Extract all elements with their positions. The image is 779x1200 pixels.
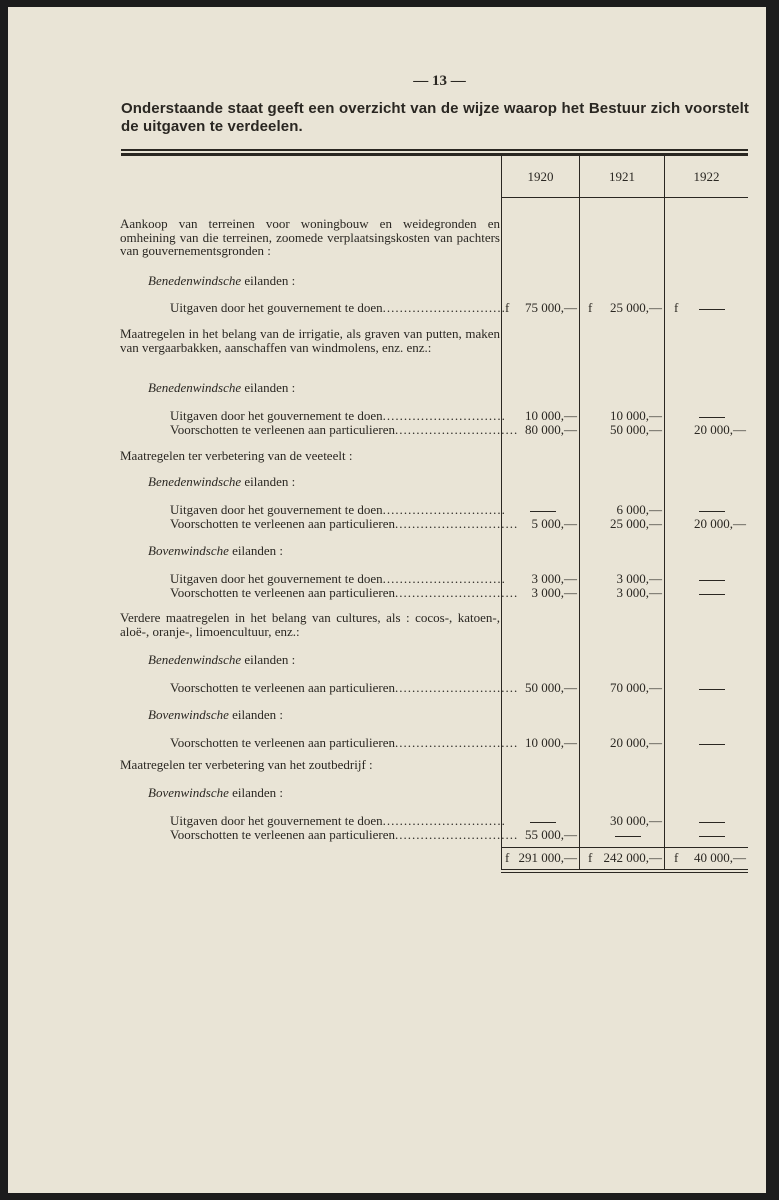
value-1920: 55 000,—: [525, 827, 577, 842]
table-row: [170, 735, 519, 750]
region-label: [148, 273, 295, 289]
dash-mark: [699, 689, 725, 690]
empty-cell-dash: [678, 736, 746, 749]
region-suffix: eilanden :: [244, 380, 296, 395]
value-1922: 20 000,—: [694, 516, 746, 531]
table-top-rule: [121, 149, 748, 151]
region-label: [148, 652, 295, 668]
intro-paragraph: Onderstaande staat geeft een overzicht van de wijze waarop het Bestuur zich voorstelt de uitgaven te verdeelen.: [121, 100, 749, 135]
region-suffix: eilanden :: [232, 707, 284, 722]
value-1920: 3 000,—: [531, 585, 577, 600]
empty-cell-dash: [678, 828, 746, 841]
section-heading: Maatregelen ter verbetering van het zoutbedrijf :: [120, 757, 373, 772]
row-label: Voorschotten te verleenen aan particulieren: [170, 827, 395, 842]
currency-symbol: f: [674, 850, 679, 865]
section-heading: Maatregelen ter verbetering van de veeteelt :: [120, 448, 353, 463]
value-1921: 25 000,—: [610, 516, 662, 531]
region-suffix: eilanden :: [232, 785, 284, 800]
row-label: Voorschotten te verleenen aan particulieren: [170, 735, 395, 750]
totals-bottom-rule: [501, 869, 748, 870]
row-label: Uitgaven door het gouvernement te doen: [170, 502, 383, 517]
dash-mark: [530, 822, 556, 823]
leader-dots: .............................: [395, 516, 519, 531]
leader-dots: .............................: [395, 422, 519, 437]
dash-mark: [699, 417, 725, 418]
leader-dots: .............................: [382, 571, 506, 586]
row-label: Uitgaven door het gouvernement te doen: [170, 571, 383, 586]
year-header-1921: 1921: [609, 169, 635, 184]
totals-top-rule: [501, 847, 748, 848]
leader-dots: .............................: [382, 502, 506, 517]
header-bottom-rule: [501, 197, 748, 198]
region-suffix: eilanden :: [244, 273, 296, 288]
region-name: Benedenwindsche: [148, 380, 242, 395]
row-label: Uitgaven door het gouvernement te doen: [170, 813, 383, 828]
dash-mark: [615, 836, 641, 837]
region-name: Bovenwindsche: [148, 707, 229, 722]
leader-dots: .............................: [395, 827, 519, 842]
total-1922: 40 000,—: [694, 850, 746, 865]
year-header-1920: 1920: [527, 169, 554, 184]
region-suffix: eilanden :: [232, 543, 284, 558]
section-heading: Verdere maatregelen in het belang van cultures, als : cocos-, katoen-, aloë-, oranje-, limoencultuur, enz.:: [120, 610, 500, 639]
currency-symbol: f: [505, 850, 510, 865]
value-1921: 50 000,—: [610, 422, 662, 437]
value-1921: 10 000,—: [610, 408, 662, 423]
table-row: [170, 502, 506, 517]
value-1920: 3 000,—: [531, 571, 577, 586]
row-label: Voorschotten te verleenen aan particulieren: [170, 516, 395, 531]
currency-symbol: f: [505, 300, 510, 315]
leader-dots: .............................: [395, 735, 519, 750]
section-heading: Aankoop van terreinen voor woningbouw en weidegronden en omheining van die terreinen, zoomede verplaatsingskosten van pachters van gouvernementsgronden :: [120, 216, 500, 258]
table-row: [170, 408, 506, 423]
row-label: Voorschotten te verleenen aan particulieren: [170, 680, 395, 695]
dash-mark: [530, 511, 556, 512]
table-row: [170, 680, 519, 695]
row-label: Voorschotten te verleenen aan particulieren: [170, 585, 395, 600]
column-divider: [579, 156, 580, 870]
leader-dots: .............................: [382, 408, 506, 423]
value-1920: 5 000,—: [531, 516, 577, 531]
empty-cell-dash: [678, 503, 746, 516]
section-heading: Maatregelen in het belang van de irrigatie, als graven van putten, maken van vergaarbakken, aanschaffen van windmolens, enz. enz.:: [120, 326, 500, 355]
dash-mark: [699, 309, 725, 310]
empty-cell-dash: [678, 681, 746, 694]
empty-cell-dash: [508, 814, 577, 827]
dash-mark: [699, 580, 725, 581]
table-row: [170, 422, 519, 437]
empty-cell-dash: [678, 814, 746, 827]
region-label: [148, 474, 295, 490]
region-suffix: eilanden :: [244, 474, 296, 489]
region-name: Benedenwindsche: [148, 273, 242, 288]
currency-symbol: f: [674, 300, 679, 315]
row-label: Uitgaven door het gouvernement te doen: [170, 408, 383, 423]
empty-cell-dash: [678, 409, 746, 422]
region-name: Bovenwindsche: [148, 543, 229, 558]
empty-cell-dash: [678, 301, 746, 314]
year-header-1922: 1922: [693, 169, 720, 184]
table-row: [170, 516, 519, 531]
row-label: Voorschotten te verleenen aan particulieren: [170, 422, 395, 437]
total-1921: 242 000,—: [603, 850, 662, 865]
value-1921: 6 000,—: [616, 502, 662, 517]
table-row: [170, 300, 506, 315]
empty-cell-dash: [508, 503, 577, 516]
dash-mark: [699, 511, 725, 512]
currency-symbol: f: [588, 300, 593, 315]
value-1920: 10 000,—: [525, 408, 577, 423]
empty-cell-dash: [678, 572, 746, 585]
region-label: [148, 785, 283, 801]
region-name: Bovenwindsche: [148, 785, 229, 800]
totals-bottom-rule-double: [501, 872, 748, 873]
dash-mark: [699, 836, 725, 837]
total-1920: 291 000,—: [518, 850, 577, 865]
value-1920: 50 000,—: [525, 680, 577, 695]
currency-symbol: f: [588, 850, 593, 865]
dash-mark: [699, 822, 725, 823]
region-name: Benedenwindsche: [148, 652, 242, 667]
value-1921: 20 000,—: [610, 735, 662, 750]
dash-mark: [699, 744, 725, 745]
value-1920: 10 000,—: [525, 735, 577, 750]
row-label: Uitgaven door het gouvernement te doen: [170, 300, 383, 315]
value-1921: 30 000,—: [610, 813, 662, 828]
value-1920: 75 000,—: [525, 300, 577, 315]
value-1922: 20 000,—: [694, 422, 746, 437]
leader-dots: .............................: [382, 300, 506, 315]
value-1921: 3 000,—: [616, 571, 662, 586]
leader-dots: .............................: [395, 680, 519, 695]
table-row: [170, 585, 519, 600]
leader-dots: .............................: [395, 585, 519, 600]
value-1921: 25 000,—: [610, 300, 662, 315]
page-number: — 13 —: [413, 73, 466, 89]
region-name: Benedenwindsche: [148, 474, 242, 489]
table-row: [170, 827, 519, 842]
value-1920: 80 000,—: [525, 422, 577, 437]
leader-dots: .............................: [382, 813, 506, 828]
table-top-rule-thick: [121, 153, 748, 156]
table-row: [170, 813, 506, 828]
value-1921: 3 000,—: [616, 585, 662, 600]
column-divider: [664, 156, 665, 870]
value-1921: 70 000,—: [610, 680, 662, 695]
region-label: [148, 380, 295, 396]
dash-mark: [699, 594, 725, 595]
table-row: [170, 571, 506, 586]
empty-cell-dash: [593, 828, 662, 841]
document-page: [8, 7, 766, 1193]
region-label: [148, 707, 283, 723]
empty-cell-dash: [678, 586, 746, 599]
region-label: [148, 543, 283, 559]
region-suffix: eilanden :: [244, 652, 296, 667]
